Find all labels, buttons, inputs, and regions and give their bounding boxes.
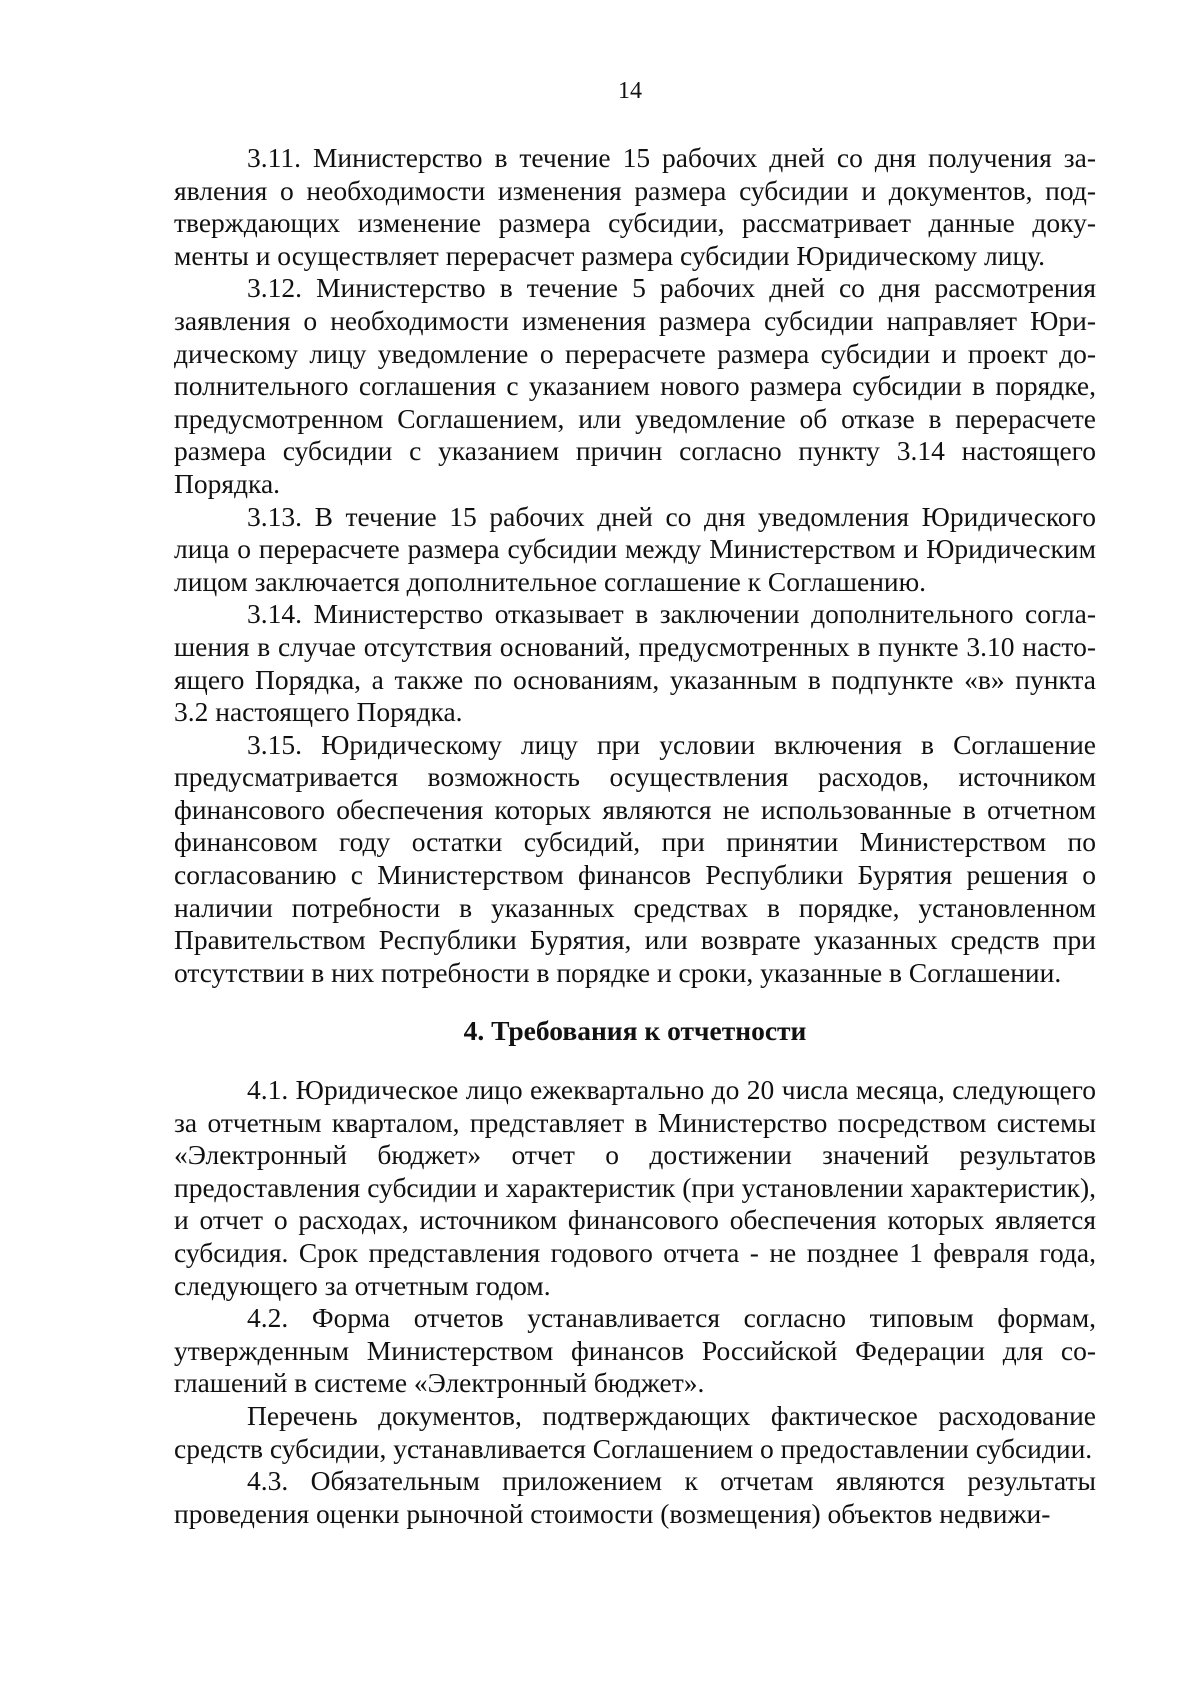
- paragraph-4-2: 4.2. Форма отчетов устанавливается согласно типовым формам, утвержденным Министерством финансов Российской Федерации для соглашений в системе «Электронный бюджет».: [174, 1302, 1096, 1399]
- paragraph-4-1: 4.1. Юридическое лицо ежеквартально до 20 числа месяца, следующего за отчетным кварталом, представляет в Министерство посредством системы «Электронный бюджет» отчет о достижении значений результатов предоставления субсидии и характеристик (при установлении характеристик), и отчет о расходах, источником финансового обеспечения которых является субсидия. Срок представления годового отчета - не позднее 1 февраля года, следующего за отчетным годом.: [174, 1074, 1096, 1301]
- page-number: 14: [618, 78, 642, 104]
- paragraph-3-12: 3.12. Министерство в течение 5 рабочих дней со дня рассмотрения заявления о необходимости изменения размера субсидии направляет Юридическому лицу уведомление о перерасчете размера субсидии и проект дополнительного соглашения с указанием нового размера субсидии в порядке, предусмотренном Соглашением, или уведомление об отказе в перерасчете размера субсидии с указанием причин согласно пункту 3.14 настоящего Порядка.: [174, 272, 1096, 499]
- document-body: [174, 142, 1096, 1530]
- paragraph-3-15: 3.15. Юридическому лицу при условии включения в Соглашение предусматривается возможность осуществления расходов, источником финансового обеспечения которых являются не использованные в отчетном финансовом году остатки субсидий, при принятии Министерством по согласованию с Министерством финансов Республики Бурятия решения о наличии потребности в указанных средствах в порядке, установленном Правительством Республики Бурятия, или возврате указанных средств при отсутствии в них потребности в порядке и сроки, указанные в Соглашении.: [174, 728, 1096, 988]
- paragraph-4-3: 4.3. Обязательным приложением к отчетам являются результаты проведения оценки рыночной стоимости (возмещения) объектов недвижи-: [174, 1465, 1096, 1529]
- paragraph-3-11: 3.11. Министерство в течение 15 рабочих дней со дня получения заявления о необходимости изменения размера субсидии и документов, подтверждающих изменение размера субсидии, рассматривает данные документы и осуществляет перерасчет размера субсидии Юридическому лицу.: [174, 142, 1096, 271]
- section-title-reporting-requirements: 4. Требования к отчетности: [463, 1015, 807, 1047]
- paragraph-3-14: 3.14. Министерство отказывает в заключении дополнительного соглашения в случае отсутствия оснований, предусмотренных в пункте 3.10 настоящего Порядка, а также по основаниям, указанным в подпункте «в» пункта 3.2 настоящего Порядка.: [174, 598, 1096, 728]
- paragraph-3-13: 3.13. В течение 15 рабочих дней со дня уведомления Юридического лица о перерасчете размера субсидии между Министерством и Юридическим лицом заключается дополнительное соглашение к Соглашению.: [174, 500, 1096, 597]
- paragraph-documents-list: Перечень документов, подтверждающих фактическое расходование средств субсидии, устанавливается Соглашением о предоставлении субсидии.: [174, 1399, 1096, 1464]
